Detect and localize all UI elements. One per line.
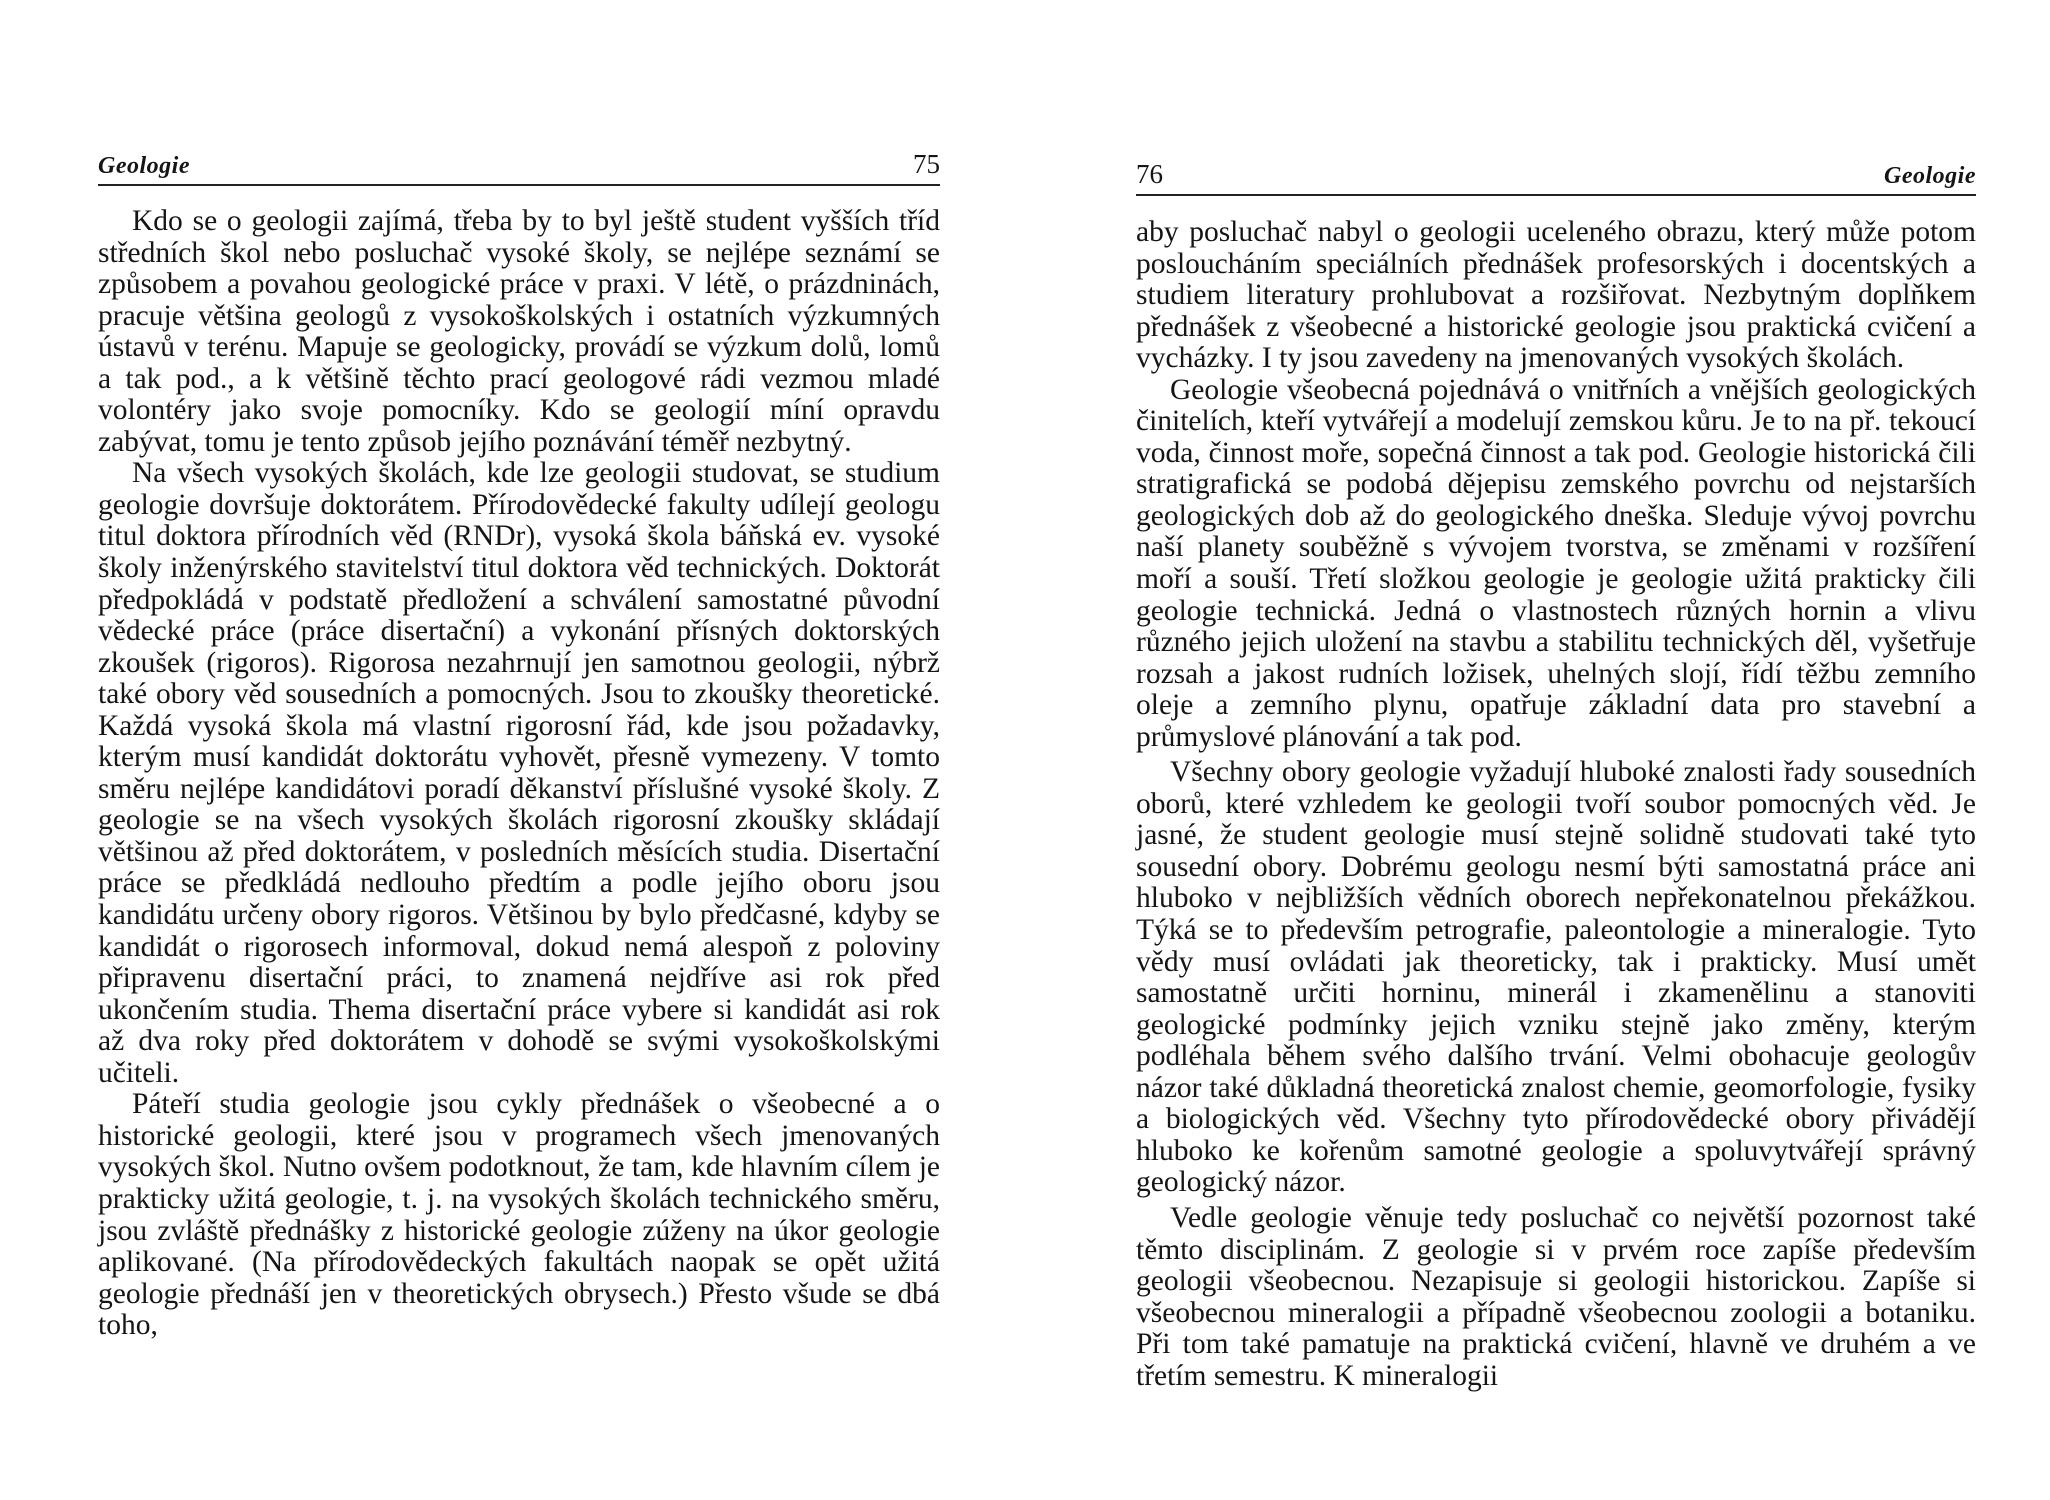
paragraph: Všechny obory geologie vyžadují hluboké znalosti řady sousedních oborů, které vzhledem ke geologii tvoří soubor pomocných věd. Je jasné, že student geologie musí stejně solidně studovati také tyto sousední obory. Dobrému geologu nesmí býti samostatná práce ani hluboko v nejbližších vědních oborech nepřekonatelnou překážkou. Týká se to především petrografie, paleontologie a mineralogie. Tyto vědy musí ovládati jak theoreticky, tak i prakticky. Musí umět samostatně určiti horninu, minerál i zkamenělinu a stanoviti geologické podmínky jejich vzniku stejně jako změny, kterým podléhala během svého dalšího trvání. Velmi obohacuje geologův názor také důkladná theoretická znalost chemie, geomorfologie, fysiky a biologických věd. Všechny tyto přírodovědecké obory přivádějí hluboko ke kořenům samotné geologie a spoluvytvářejí správný geologický názor.	[1136, 756, 1976, 1199]
running-title: Geologie	[1884, 163, 1976, 189]
paragraph: Na všech vysokých školách, kde lze geologii studovat, se studium geologie dovršuje doktorátem. Přírodovědecké fakulty udílejí geologu titul doktora přírodních věd (RNDr), vysoká škola báňská ev. vysoké školy inženýrského stavitelství titul doktora věd technických. Doktorát předpokládá v podstatě předložení a schválení samostatné původní vědecké práce (práce disertační) a vykonání přísných doktorských zkoušek (rigoros). Rigorosa nezahrnují jen samotnou geologii, nýbrž také obory věd sousedních a pomocných. Jsou to zkoušky theoretické. Každá vysoká škola má vlastní rigorosní řád, kde jsou požadavky, kterým musí kandidát doktorátu vyhovět, přesně vymezeny. V tomto směru nejlépe kandidátovi poradí děkanství příslušné vysoké školy. Z geologie se na všech vysokých školách rigorosní zkoušky skládají většinou až před doktorátem, v posledních měsících studia. Disertační práce se předkládá nedlouho předtím a podle jejího oboru jsou kandidátu určeny obory rigoros. Většinou by bylo předčasné, kdyby se kandidát o rigorosech informoval, dokud nemá alespoň z poloviny připravenu disertační práci, to znamená nejdříve asi rok před ukončením studia. Thema disertační práce vybere si kandidát asi rok až dva roky před doktorátem v dohodě se svými vysokoškolskými učiteli.	[98, 457, 940, 1089]
running-header-right	[1136, 158, 1976, 196]
paragraph: aby posluchač nabyl o geologii uceleného obrazu, který může potom posloucháním speciálních přednášek profesorských i docentských a studiem literatury prohlubovat a rozšiřovat. Nezbytným doplňkem přednášek z všeobecné a historické geologie jsou praktická cvičení a vycházky. I ty jsou zavedeny na jmenovaných vysokých školách.	[1136, 216, 1976, 375]
page-number: 76	[1136, 159, 1163, 189]
paragraph: Páteří studia geologie jsou cykly přednášek o všeobecné a o historické geologii, které jsou v programech všech jmenovaných vysokých škol. Nutno ovšem podotknout, že tam, kde hlavním cílem je prakticky užitá geologie, t. j. na vysokých školách technického směru, jsou zvláště přednášky z historické geologie zúženy na úkor geologie aplikované. (Na přírodovědeckých fakultách naopak se opět užitá geologie přednáší jen v theoretických obrysech.) Přesto všude se dbá toho,	[98, 1088, 940, 1342]
paragraph: Vedle geologie věnuje tedy posluchač co největší pozornost také těmto disciplinám. Z geologie si v prvém roce zapíše především geologii všeobecnou. Nezapisuje si geologii historickou. Zapíše si všeobecnou mineralogii a případně všeobecnou zoologii a botaniku. Při tom také pamatuje na praktická cvičení, hlavně ve druhém a ve třetím semestru. K mineralogii	[1136, 1201, 1976, 1392]
paragraph: Kdo se o geologii zajímá, třeba by to byl ještě student vyšších tříd středních škol nebo posluchač vysoké školy, se nejlépe seznámí se způsobem a povahou geologické práce v praxi. V létě, o prázdninách, pracuje většina geologů z vysokoškolských i ostatních výzkumných ústavů v terénu. Mapuje se geologicky, provádí se výzkum dolů, lomů a tak pod., a k většině těchto prací geologové rádi vezmou mladé volontéry jako svoje pomocníky. Kdo se geologií míní opravdu zabývat, tomu je tento způsob jejího poznávání téměř nezbytný.	[98, 205, 940, 458]
running-title: Geologie	[98, 153, 190, 179]
paragraph: Geologie všeobecná pojednává o vnitřních a vnějších geologických činitelích, kteří vytvářejí a modelují zemskou kůru. Je to na př. tekoucí voda, činnost moře, sopečná činnost a tak pod. Geologie historická čili stratigrafická se podobá dějepisu zemského povrchu od nejstarších geologických dob až do geologického dneška. Sleduje vývoj povrchu naší planety souběžně s vývojem tvorstva, se změnami v rozšíření moří a souší. Třetí složkou geologie je geologie užitá prakticky čili geologie technická. Jedná o vlastnostech různých hornin a vlivu různého jejich uložení na stavbu a stabilitu technických děl, vyšetřuje rozsah a jakost rudních ložisek, uhelných slojí, řídí těžbu zemního oleje a zemního plynu, opatřuje základní data pro stavební a průmyslové plánování a tak pod.	[1136, 373, 1976, 753]
page-number: 75	[913, 149, 940, 179]
page-body	[98, 206, 940, 1342]
page-body	[1136, 217, 1976, 1392]
running-header-left	[98, 148, 940, 186]
